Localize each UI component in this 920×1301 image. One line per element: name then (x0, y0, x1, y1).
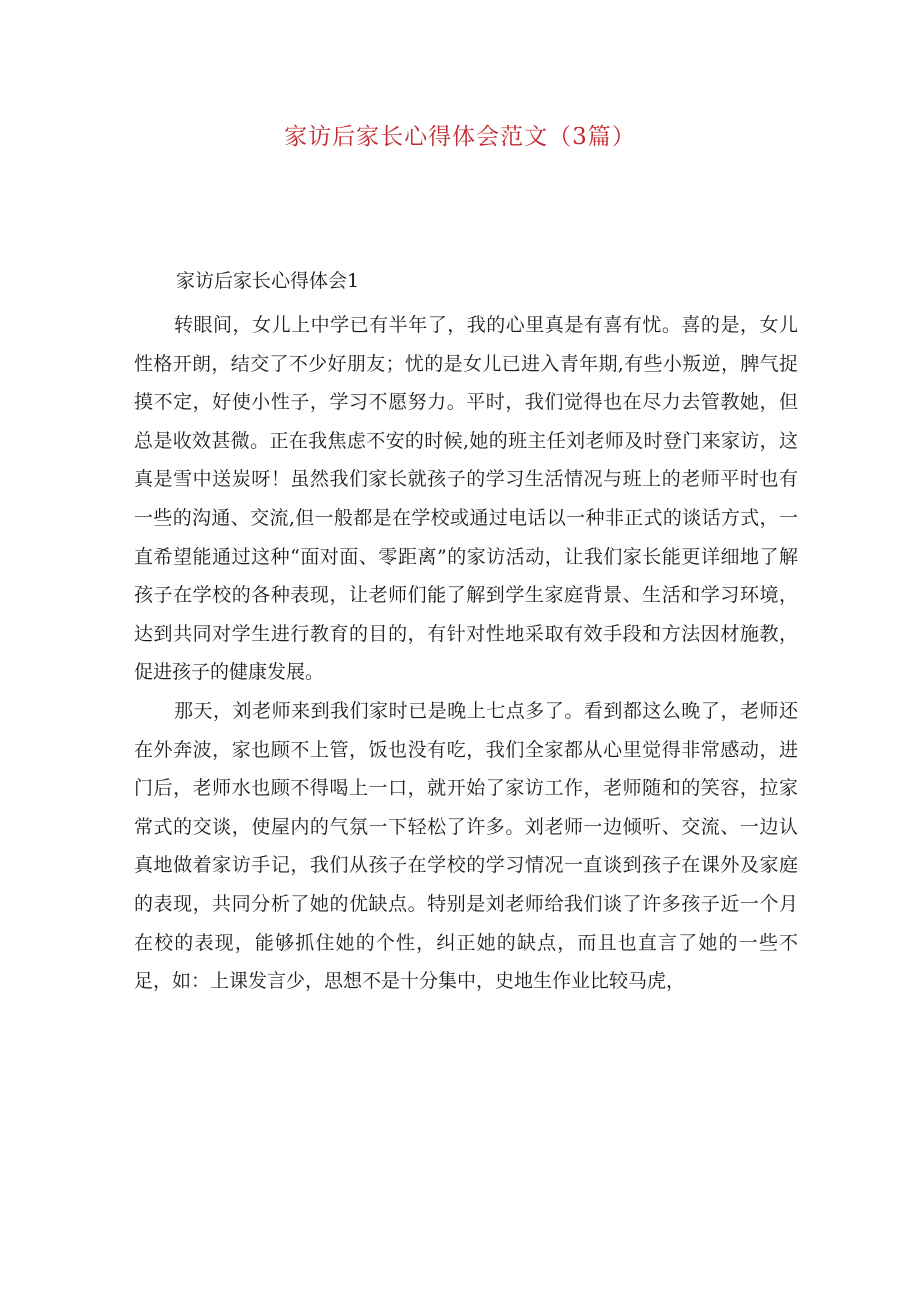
paragraph: 转眼间，女儿上中学已有半年了，我的心里真是有喜有忧。喜的是，女儿性格开朗，结交了不少好朋友；忧的是女儿已进入青年期,有些小叛逆，脾气捉摸不定，好使小性子，学习不愿努力。平时，我们觉得也在尽力去管教她，但总是收效甚微。正在我焦虑不安的时候,她的班主任刘老师及时登门来家访，这真是雪中送炭呀！虽然我们家长就孩子的学习生活情况与班上的老师平时也有一些的沟通、交流,但一般都是在学校或通过电话以一种非正式的谈话方式，一直希望能通过这种“面对面、零距离”的家访活动，让我们家长能更详细地了解孩子在学校的各种表现，让老师们能了解到学生家庭背景、生活和学习环境，达到共同对学生进行教育的目的，有针对性地采取有效手段和方法因材施教，促进孩子的健康发展。 (134, 314, 798, 684)
document-title: 家访后家长心得体会范文（3篇） (284, 124, 636, 150)
paragraph: 那天，刘老师来到我们家时已是晚上七点多了。看到都这么晚了，老师还在外奔波，家也顾不上管，饭也没有吃，我们全家都从心里觉得非常感动，进门后，老师水也顾不得喝上一口，就开始了家访工作，老师随和的笑容，拉家常式的交谈，使屋内的气氛一下轻松了许多。刘老师一边倾听、交流、一边认真地做着家访手记，我们从孩子在学校的学习情况一直谈到孩子在课外及家庭的表现，共同分析了她的优缺点。特别是刘老师给我们谈了许多孩子近一个月在校的表现，能够抓住她的个性，纠正她的缺点，而且也直言了她的一些不足，如：上课发言少，思想不是十分集中，史地生作业比较马虎， (134, 699, 798, 993)
section-heading: 家访后家长心得体会1 (176, 270, 360, 292)
body-text (134, 306, 798, 1001)
